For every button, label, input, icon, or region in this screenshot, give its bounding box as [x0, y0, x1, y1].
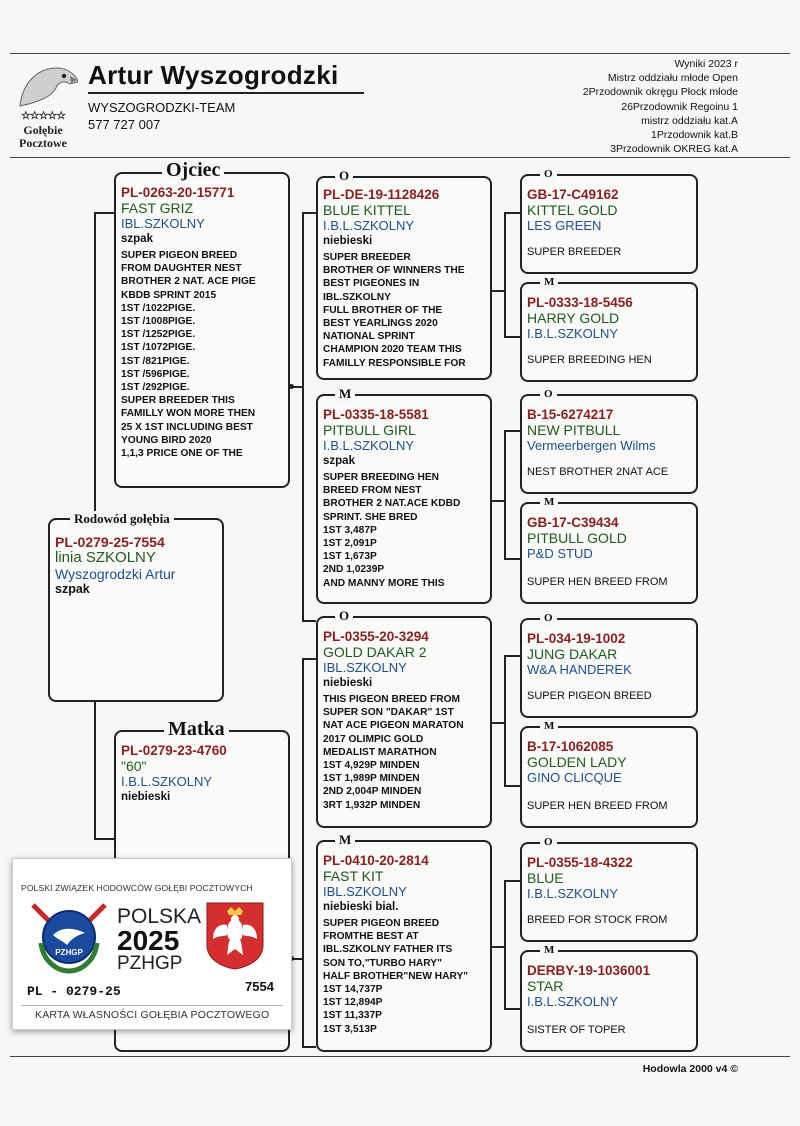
desc-line: SUPER PIGEON BREED: [121, 250, 238, 261]
fmf-desc: NEST BROTHER 2NAT ACE: [527, 466, 669, 478]
fff-card: [520, 174, 698, 274]
pigeon-card: [48, 518, 224, 702]
desc-line: BEST PIGEONES IN: [323, 278, 420, 290]
card-footer: KARTA WŁASNOŚCI GOŁĘBIA POCZTOWEGO: [35, 1009, 270, 1021]
mmm-desc: SISTER OF TOPER: [527, 1024, 626, 1036]
fmm-desc: SUPER HEN BREED FROM: [527, 576, 668, 588]
fm-description: [323, 471, 485, 590]
ff-card: [316, 176, 492, 380]
ff-breed: I.B.L.SZKOLNY: [323, 218, 415, 233]
pigeon-head-icon: [14, 62, 78, 112]
mfm-label: M: [540, 718, 558, 734]
connector: [302, 212, 316, 214]
father-color: szpak: [121, 233, 153, 245]
logo-line2: Pocztowe: [19, 136, 67, 150]
fm-name: PITBULL GIRL: [323, 422, 416, 438]
connector: [504, 558, 520, 560]
header-bottom-rule: [10, 157, 790, 158]
card-pigeon-number: 7554: [245, 979, 274, 994]
desc-line: 2ND 2,004P MINDEN: [323, 786, 422, 798]
desc-line: BREED FROM NEST: [323, 485, 422, 497]
mother-label: Matka: [164, 721, 229, 737]
ff-color: niebieski: [323, 235, 373, 247]
desc-line: SUPER SON "DAKAR" 1ST: [323, 707, 454, 719]
mmf-name: BLUE: [527, 870, 564, 886]
desc-line: NATIONAL SPRINT: [323, 331, 415, 343]
connector: [504, 880, 506, 1010]
mmf-card: [520, 842, 698, 942]
desc-line: 1ST /1252PIGE.: [121, 329, 196, 341]
desc-line: 1ST 12,894P: [323, 997, 383, 1009]
fff-name: KITTEL GOLD: [527, 202, 618, 218]
father-name: FAST GRIZ: [121, 200, 194, 216]
mfm-breed: GINO CLICQUE: [527, 770, 622, 785]
father-ring: PL-0263-20-15771: [121, 185, 235, 200]
fmf-breed: Vermeerbergen Wilms: [527, 438, 656, 453]
mmm-name: STAR: [527, 978, 564, 994]
desc-line: KBDB SPRINT 2015: [121, 289, 217, 301]
desc-line: SUPER BREEDER: [323, 252, 411, 263]
desc-line: 25 X 1ST INCLUDING BEST: [121, 421, 253, 433]
desc-line: FAMILLY RESPONSIBLE FOR: [323, 357, 466, 369]
mf-card: [316, 616, 492, 828]
desc-line: 3RT 1,932P MINDEN: [323, 799, 421, 811]
fmf-label: O: [540, 386, 557, 402]
connector: [94, 212, 114, 214]
fmf-ring: B-15-6274217: [527, 407, 614, 422]
ownership-card: [12, 858, 292, 1030]
fmm-name: PITBULL GOLD: [527, 530, 627, 546]
card-divider: [21, 1005, 283, 1006]
fff-desc: SUPER BREEDER: [527, 246, 622, 258]
desc-line: 1ST 2,091P: [323, 538, 377, 550]
fff-breed: LES GREEN: [527, 218, 602, 233]
fm-label: M: [335, 386, 355, 402]
desc-line: BROTHER 2 NAT.ACE KDBD: [323, 498, 461, 510]
result-line: mistrz oddziału kat.A: [641, 114, 738, 127]
connector: [504, 212, 506, 338]
mmf-desc: BREED FOR STOCK FROM: [527, 914, 668, 926]
desc-line: BROTHER 2 NAT. ACE PIGE: [121, 276, 256, 288]
desc-line: 2ND 1,0239P: [323, 564, 385, 576]
pigeon-color: szpak: [55, 582, 90, 596]
desc-line: FULL BROTHER OF THE: [323, 304, 443, 316]
fff-label: O: [540, 166, 557, 182]
desc-line: 1ST /1022PIGE.: [121, 302, 196, 314]
desc-line: SPRINT. SHE BRED: [323, 511, 418, 523]
mother-color: niebieski: [121, 791, 171, 803]
desc-line: 1ST /292PIGE.: [121, 382, 190, 394]
mff-card: [520, 618, 698, 718]
connector: [302, 620, 316, 622]
connector: [94, 702, 96, 840]
fmf-card: [520, 394, 698, 494]
desc-line: HALF BROTHER"NEW HARY": [323, 970, 469, 982]
pigeon-line: linia SZKOLNY: [55, 549, 156, 566]
mf-ring: PL-0355-20-3294: [323, 629, 429, 644]
desc-line: 1ST /1008PIGE.: [121, 316, 196, 328]
header-top-rule: [10, 53, 790, 54]
mfm-card: [520, 726, 698, 828]
mmf-ring: PL-0355-18-4322: [527, 855, 633, 870]
mfm-ring: B-17-1062085: [527, 739, 614, 754]
connector: [504, 430, 520, 432]
desc-line: 1,1,3 PRICE ONE OF THE: [121, 448, 243, 460]
result-line: Wyniki 2023 r: [674, 58, 738, 70]
desc-line: SUPER PIGEON BREED: [323, 918, 440, 929]
phone: 577 727 007: [88, 117, 161, 132]
connector: [504, 336, 520, 338]
ffm-label: M: [540, 274, 558, 290]
connector: [504, 655, 506, 787]
desc-line: BEST YEARLINGS 2020: [323, 318, 438, 330]
mff-desc: SUPER PIGEON BREED: [527, 690, 652, 702]
fmm-ring: GB-17-C39434: [527, 515, 619, 530]
fff-ring: GB-17-C49162: [527, 187, 619, 202]
footer-rule: [10, 1056, 790, 1057]
connector: [302, 1046, 316, 1048]
mfm-name: GOLDEN LADY: [527, 754, 627, 770]
connector: [302, 658, 304, 1048]
mm-breed: IBL.SZKOLNY: [323, 884, 407, 899]
mother-name: "60": [121, 758, 147, 774]
mmm-breed: I.B.L.SZKOLNY: [527, 994, 619, 1009]
card-ring-number: PL - 0279-25: [27, 984, 121, 999]
mff-name: JUNG DAKAR: [527, 646, 618, 662]
result-line: 1Przodownik kat.B: [651, 129, 738, 142]
desc-line: YOUNG BIRD 2020: [121, 434, 212, 446]
desc-line: CHAMPION 2020 TEAM THIS: [323, 344, 462, 356]
mff-breed: W&A HANDEREK: [527, 662, 632, 677]
desc-line: 1ST /596PIGE.: [121, 368, 190, 380]
card-year: 2025: [117, 925, 180, 956]
father-description: [121, 249, 283, 460]
result-line: Mistrz oddziału młode Open: [607, 72, 738, 85]
ff-name: BLUE KITTEL: [323, 202, 411, 218]
owner-name: Artur Wyszogrodzki: [88, 60, 339, 90]
mff-ring: PL-034-19-1002: [527, 631, 626, 646]
desc-line: SON TO,"TURBO HARY": [323, 957, 442, 969]
mf-description: [323, 693, 485, 812]
logo-line1: Gołębie: [23, 123, 63, 137]
father-label: Ojciec: [162, 162, 224, 178]
card-country: POLSKA: [117, 905, 202, 928]
result-line: 3Przodownik OKREG kat.A: [610, 143, 738, 156]
connector: [504, 655, 520, 657]
desc-line: THIS PIGEON BREED FROM: [323, 694, 460, 705]
mother-breed: I.B.L.SZKOLNY: [121, 774, 213, 789]
desc-line: 1ST 3,487P: [323, 524, 377, 536]
connector: [302, 658, 316, 660]
card-header: POLSKI ZWIĄZEK HODOWCÓW GOŁĘBI POCZTOWYCH: [21, 883, 253, 893]
mmf-breed: I.B.L.SZKOLNY: [527, 886, 619, 901]
desc-line: AND MANNY MORE THIS: [323, 577, 445, 589]
desc-line: 1ST 11,337P: [323, 1010, 382, 1022]
connector: [504, 1008, 520, 1010]
connector: [94, 212, 96, 518]
desc-line: 1ST /1072PIGE.: [121, 342, 196, 354]
mmm-card: [520, 950, 698, 1052]
ffm-ring: PL-0333-18-5456: [527, 295, 633, 310]
mm-label: M: [335, 832, 355, 848]
desc-line: 1ST 4,929P MINDEN: [323, 760, 420, 772]
card-org: PZHGP: [117, 953, 183, 974]
fmf-name: NEW PITBULL: [527, 422, 621, 438]
fm-ring: PL-0335-18-5581: [323, 407, 429, 422]
desc-line: MEDALIST MARATHON: [323, 746, 437, 758]
mm-card: [316, 840, 492, 1052]
desc-line: FAMILLY WON MORE THEN: [121, 408, 256, 420]
white-eagle-icon: [205, 901, 265, 971]
mmf-label: O: [540, 834, 557, 850]
desc-line: BROTHER OF WINNERS THE: [323, 265, 465, 277]
mm-name: FAST KIT: [323, 868, 384, 884]
desc-line: SUPER BREEDER THIS: [121, 395, 235, 407]
pigeon-ring: PL-0279-25-7554: [55, 534, 165, 550]
emblem-label: PZHGP: [55, 948, 83, 957]
desc-line: 2017 OLIMPIC GOLD: [323, 733, 424, 745]
fm-breed: I.B.L.SZKOLNY: [323, 438, 415, 453]
mff-label: O: [540, 610, 557, 626]
mmm-label: M: [540, 942, 558, 958]
ffm-breed: I.B.L.SZKOLNY: [527, 326, 619, 341]
connector: [504, 212, 520, 214]
pzhgp-emblem-icon: [27, 899, 111, 975]
pigeon-breeder: Wyszogrodzki Artur: [55, 566, 176, 582]
ff-label: O: [335, 168, 353, 184]
mf-breed: IBL.SZKOLNY: [323, 660, 407, 675]
results-list: [478, 57, 738, 156]
fmm-label: M: [540, 494, 558, 510]
desc-line: FROMTHE BEST AT: [323, 931, 419, 943]
connector: [504, 880, 520, 882]
connector: [504, 785, 520, 787]
father-breed: IBL.SZKOLNY: [121, 216, 205, 231]
desc-line: 1ST 1,989P MINDEN: [323, 773, 420, 785]
connector: [302, 212, 304, 622]
father-card: [114, 172, 290, 488]
connector: [504, 430, 506, 560]
mf-name: GOLD DAKAR 2: [323, 644, 427, 660]
team-name: WYSZOGRODZKI-TEAM: [88, 100, 236, 115]
ff-description: [323, 251, 485, 370]
ffm-desc: SUPER BREEDING HEN: [527, 354, 652, 366]
mfm-desc: SUPER HEN BREED FROM: [527, 800, 668, 812]
desc-line: FROM DAUGHTER NEST: [121, 263, 242, 275]
fmm-breed: P&D STUD: [527, 546, 593, 561]
mf-color: niebieski: [323, 677, 373, 689]
mm-description: [323, 917, 485, 1036]
mm-color: niebieski bial.: [323, 901, 399, 913]
desc-line: IBL.SZKOLNY: [323, 291, 391, 303]
fm-color: szpak: [323, 455, 355, 467]
logo: [10, 62, 80, 150]
desc-line: 1ST /821PIGE.: [121, 355, 190, 367]
mf-label: O: [335, 608, 353, 624]
mother-ring: PL-0279-23-4760: [121, 743, 227, 758]
connector: [94, 838, 114, 840]
software-credit: Hodowla 2000 v4 ©: [642, 1063, 738, 1075]
mm-ring: PL-0410-20-2814: [323, 853, 429, 868]
ffm-card: [520, 282, 698, 382]
result-line: 2Przodownik okręgu Płock młode: [582, 86, 738, 99]
logo-stars: ☆☆☆☆☆: [20, 110, 66, 122]
fmm-card: [520, 502, 698, 604]
ffm-name: HARRY GOLD: [527, 310, 620, 326]
desc-line: SUPER BREEDING HEN: [323, 472, 440, 483]
fm-card: [316, 394, 492, 604]
pedigree-label: Rodowód gołębia: [70, 511, 174, 527]
desc-line: 1ST 3,513P: [323, 1023, 377, 1035]
ff-ring: PL-DE-19-1128426: [323, 187, 440, 202]
desc-line: NAT ACE PIGEON MARATON: [323, 720, 464, 732]
desc-line: 1ST 1,673P: [323, 551, 377, 563]
desc-line: 1ST 14,737P: [323, 984, 383, 996]
mmm-ring: DERBY-19-1036001: [527, 963, 651, 978]
desc-line: IBL.SZKOLNY FATHER ITS: [323, 944, 453, 956]
result-line: 26Przodownik Regoinu 1: [621, 100, 738, 113]
owner-underline: [88, 92, 364, 94]
